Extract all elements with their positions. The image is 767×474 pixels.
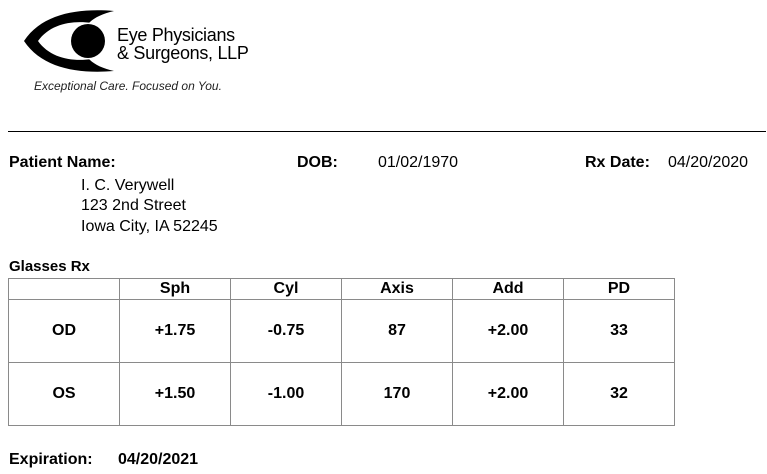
- column-header-sph: Sph: [120, 279, 231, 300]
- table-cell: +2.00: [453, 363, 564, 426]
- patient-name: I. C. Verywell: [81, 177, 175, 194]
- brand-name-line2: & Surgeons, LLP: [117, 43, 249, 63]
- table-cell: 32: [564, 363, 675, 426]
- expiration-date: 04/20/2021: [118, 451, 199, 468]
- brand-name-line1: Eye Physicians: [117, 25, 235, 45]
- patient-address-line2: Iowa City, IA 52245: [81, 218, 218, 235]
- dob-value: 01/02/1970: [378, 154, 459, 171]
- glasses-rx-title: Glasses Rx: [9, 258, 90, 275]
- glasses-rx-table: [8, 278, 675, 426]
- column-header-cyl: Cyl: [231, 279, 342, 300]
- rx-date-value: 04/20/2020: [668, 154, 749, 171]
- column-header: [9, 279, 120, 300]
- table-cell: -0.75: [231, 300, 342, 363]
- patient-address-line1: 123 2nd Street: [81, 197, 186, 214]
- eye-label-od: OD: [9, 300, 120, 363]
- header-divider: [8, 131, 766, 132]
- expiration-label: Expiration:: [9, 451, 93, 468]
- table-cell: +2.00: [453, 300, 564, 363]
- table-cell: +1.50: [120, 363, 231, 426]
- table-cell: 33: [564, 300, 675, 363]
- column-header-add: Add: [453, 279, 564, 300]
- dob-label: DOB:: [297, 154, 338, 171]
- column-header-axis: Axis: [342, 279, 453, 300]
- table-cell: -1.00: [231, 363, 342, 426]
- table-header-row: [9, 279, 675, 300]
- table-cell: 87: [342, 300, 453, 363]
- patient-name-label: Patient Name:: [9, 154, 116, 171]
- eye-label-os: OS: [9, 363, 120, 426]
- column-header-pd: PD: [564, 279, 675, 300]
- tagline: Exceptional Care. Focused on You.: [34, 79, 222, 93]
- table-row: [9, 363, 675, 426]
- table-cell: 170: [342, 363, 453, 426]
- table-cell: +1.75: [120, 300, 231, 363]
- logo: [22, 6, 262, 96]
- eye-icon: [22, 6, 122, 76]
- rx-date-label: Rx Date:: [585, 154, 650, 171]
- table-row: [9, 300, 675, 363]
